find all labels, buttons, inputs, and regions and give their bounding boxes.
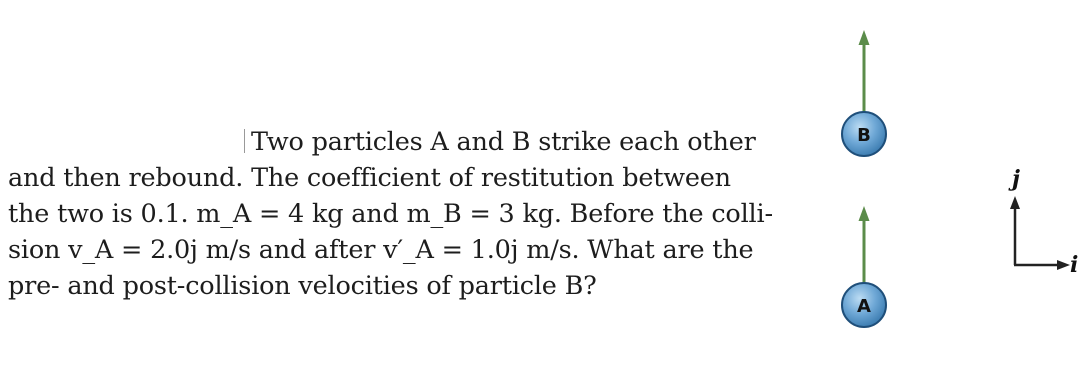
particle-a-label: A <box>857 296 871 317</box>
problem-line-1-text: Two particles A and B strike each other <box>251 127 756 157</box>
problem-line-4: sion v_A = 2.0j m/s and after v′_A = 1.0j m/s. What are the <box>8 235 754 265</box>
coordinate-axes <box>1008 166 1078 278</box>
particle-b <box>842 112 886 156</box>
particle-b-label: B <box>857 125 871 146</box>
problem-line-2: and then rebound. The coefficient of restitution between <box>8 163 731 193</box>
problem-line-3: the two is 0.1. m_A = 4 kg and m_B = 3 kg. Before the colli- <box>8 199 773 229</box>
particle-b-velocity-arrow <box>859 30 870 112</box>
j-axis-label: j <box>1012 166 1020 192</box>
i-axis-label: i <box>1070 252 1079 278</box>
particle-a-velocity-arrow <box>859 206 870 284</box>
problem-line-5: pre- and post-collision velocities of particle B? <box>8 271 597 301</box>
particle-a <box>842 283 886 327</box>
i-axis-arrowhead <box>1057 260 1070 270</box>
j-axis-arrowhead <box>1010 196 1020 209</box>
